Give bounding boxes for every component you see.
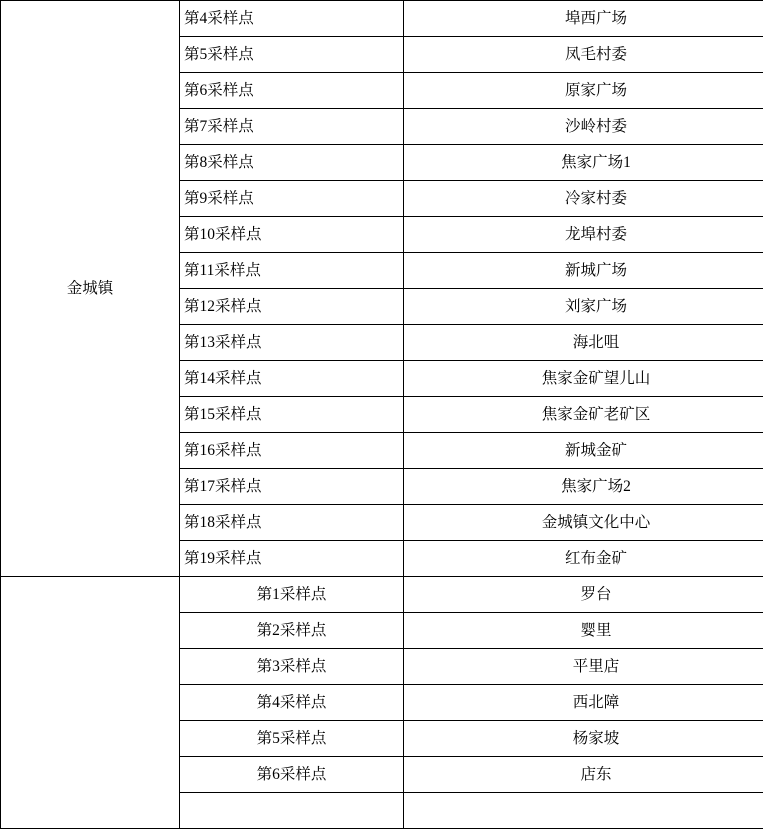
- place-cell: 埠西广场: [404, 1, 763, 37]
- point-cell: 第12采样点: [180, 289, 404, 325]
- place-cell: 海北咀: [404, 325, 763, 361]
- point-cell: 第11采样点: [180, 253, 404, 289]
- table-body: [1, 1, 763, 829]
- point-cell: 第18采样点: [180, 505, 404, 541]
- point-cell: 第14采样点: [180, 361, 404, 397]
- place-cell: 杨家坡: [404, 721, 763, 757]
- table-row: [1, 1, 763, 37]
- place-cell: 婴里: [404, 613, 763, 649]
- point-cell: 第5采样点: [180, 37, 404, 73]
- point-cell: 第9采样点: [180, 181, 404, 217]
- point-cell: [180, 793, 404, 829]
- town-cell: 金城镇: [1, 1, 180, 577]
- point-cell: 第6采样点: [180, 73, 404, 109]
- place-cell: 冷家村委: [404, 181, 763, 217]
- point-cell: 第3采样点: [180, 649, 404, 685]
- place-cell: 原家广场: [404, 73, 763, 109]
- point-cell: 第10采样点: [180, 217, 404, 253]
- table-row: [1, 577, 763, 613]
- place-cell: 新城广场: [404, 253, 763, 289]
- place-cell: 店东: [404, 757, 763, 793]
- point-cell: 第6采样点: [180, 757, 404, 793]
- point-cell: 第16采样点: [180, 433, 404, 469]
- place-cell: [404, 793, 763, 829]
- point-cell: 第15采样点: [180, 397, 404, 433]
- point-cell: 第2采样点: [180, 613, 404, 649]
- point-cell: 第4采样点: [180, 1, 404, 37]
- place-cell: 焦家广场2: [404, 469, 763, 505]
- place-cell: 焦家广场1: [404, 145, 763, 181]
- place-cell: 新城金矿: [404, 433, 763, 469]
- place-cell: 刘家广场: [404, 289, 763, 325]
- point-cell: 第13采样点: [180, 325, 404, 361]
- point-cell: 第1采样点: [180, 577, 404, 613]
- point-cell: 第19采样点: [180, 541, 404, 577]
- point-cell: 第5采样点: [180, 721, 404, 757]
- point-cell: 第17采样点: [180, 469, 404, 505]
- place-cell: 焦家金矿老矿区: [404, 397, 763, 433]
- place-cell: 沙岭村委: [404, 109, 763, 145]
- place-cell: 金城镇文化中心: [404, 505, 763, 541]
- point-cell: 第4采样点: [180, 685, 404, 721]
- place-cell: 龙埠村委: [404, 217, 763, 253]
- place-cell: 红布金矿: [404, 541, 763, 577]
- place-cell: 焦家金矿望儿山: [404, 361, 763, 397]
- point-cell: 第8采样点: [180, 145, 404, 181]
- place-cell: 平里店: [404, 649, 763, 685]
- place-cell: 凤毛村委: [404, 37, 763, 73]
- point-cell: 第7采样点: [180, 109, 404, 145]
- place-cell: 罗台: [404, 577, 763, 613]
- place-cell: 西北障: [404, 685, 763, 721]
- town-cell: [1, 577, 180, 829]
